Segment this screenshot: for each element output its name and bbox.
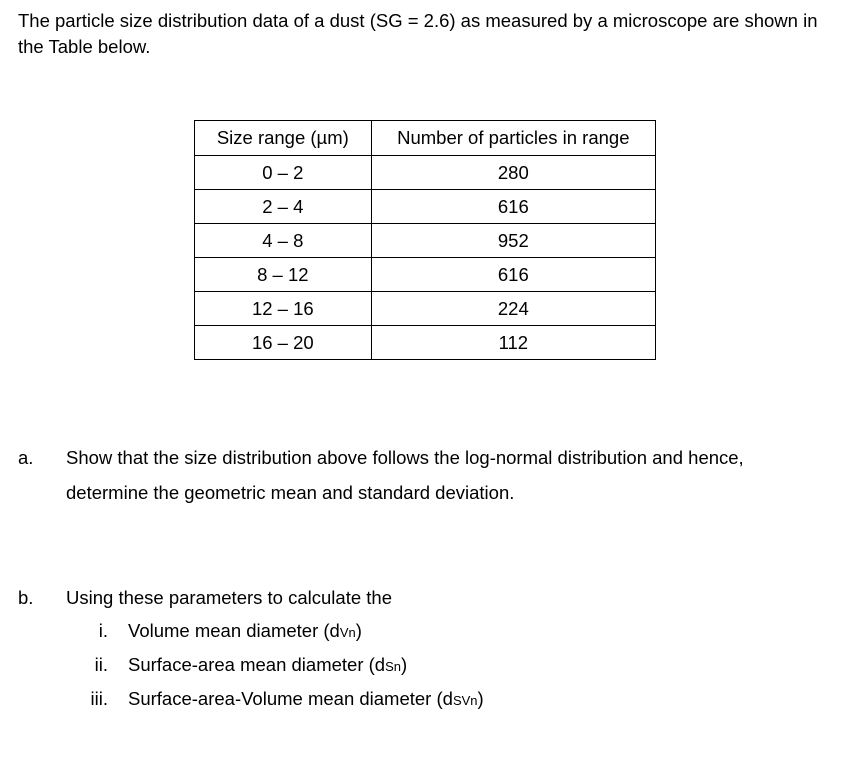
particle-count-cell: 224 [371,292,655,326]
item-subscript: Vn [339,625,356,640]
table-header-row [195,121,656,156]
particle-count-cell: 112 [371,326,655,360]
table-row [195,156,656,190]
size-range-cell: 0 – 2 [195,156,372,190]
table-row [195,258,656,292]
item-text [128,682,484,718]
particle-size-table [194,120,656,360]
question-a-body [66,440,826,510]
table-row [195,292,656,326]
item-close: ) [355,620,362,641]
table-row [195,326,656,360]
size-range-cell: 4 – 8 [195,224,372,258]
header-number-of-particles: Number of particles in range [371,121,655,156]
intro-paragraph: The particle size distribution data of a dust (SG = 2.6) as measured by a microscope are shown in the Table below. [18,10,818,57]
question-a-line-2: determine the geometric mean and standard deviation. [66,482,515,503]
size-range-cell: 16 – 20 [195,326,372,360]
item-text [128,614,362,650]
item-label: Surface-area-Volume mean diameter (d [128,688,453,709]
item-subscript: SVn [452,693,478,708]
item-number: i. [98,620,108,641]
item-label: Surface-area mean diameter (d [128,654,386,675]
particle-count-cell: 952 [371,224,655,258]
particle-count-cell: 280 [371,156,655,190]
question-b-marker: b. [18,587,34,608]
header-size-range: Size range (µm) [195,121,372,156]
item-number: iii. [90,688,108,709]
particle-count-cell: 616 [371,190,655,224]
item-close: ) [400,654,408,675]
particle-count-cell: 616 [371,258,655,292]
size-range-cell: 2 – 4 [195,190,372,224]
size-range-cell: 12 – 16 [195,292,372,326]
size-range-cell: 8 – 12 [195,258,372,292]
question-a-marker: a. [18,447,34,468]
table-row [195,190,656,224]
question-a-line-1: Show that the size distribution above follows the log-normal distribution and hence, [66,447,744,468]
item-label: Volume mean diameter (d [128,620,340,641]
question-b-text: Using these parameters to calculate the [66,587,392,608]
item-text [128,648,407,684]
item-number: ii. [94,654,108,675]
table-row [195,224,656,258]
item-close: ) [477,688,484,709]
item-subscript: Sn [385,659,401,674]
